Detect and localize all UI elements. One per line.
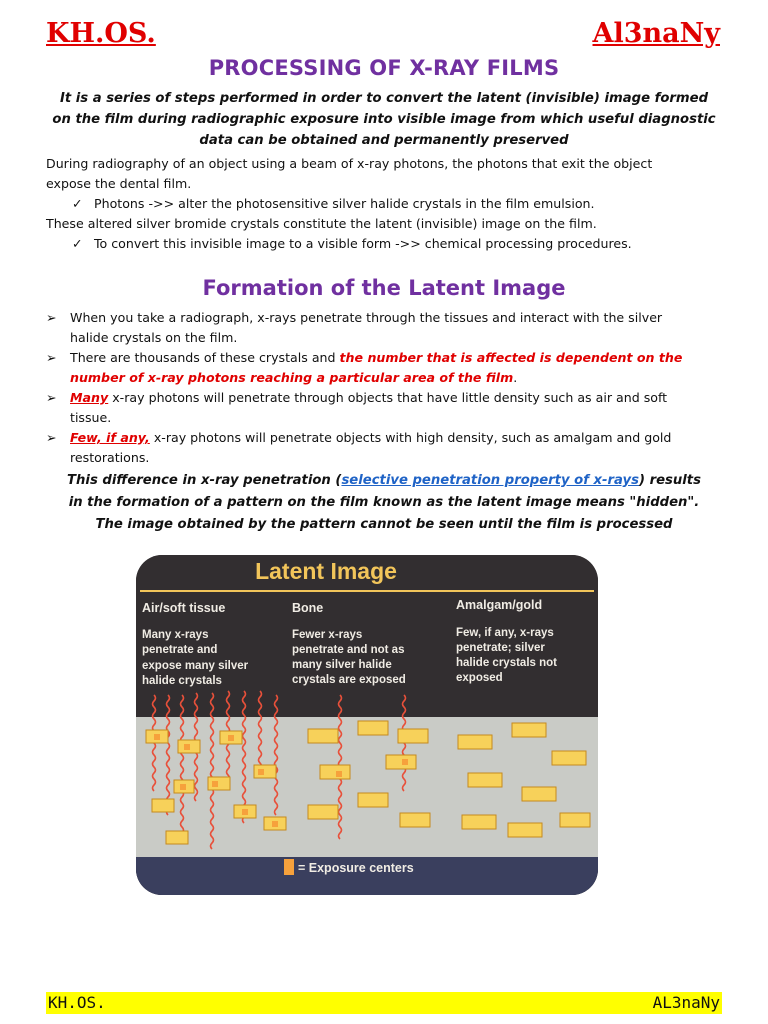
- silver-halide-crystal: [458, 735, 492, 749]
- intro-definition: [44, 88, 724, 151]
- exposure-center: [184, 744, 190, 750]
- bullet-item: [46, 428, 726, 468]
- silver-halide-crystal: [552, 751, 586, 765]
- latent-image-diagram: [136, 555, 598, 895]
- footer-bar: [46, 992, 722, 1014]
- col-bone-text: penetrate and not as: [292, 644, 405, 656]
- conclusion-text: ) results: [638, 473, 701, 488]
- xray-wave: [167, 695, 170, 815]
- figure-title: Latent Image: [255, 558, 397, 584]
- bullet-text: restorations.: [70, 450, 150, 465]
- silver-halide-crystal: [462, 815, 496, 829]
- paragraph-line: expose the dental film.: [46, 176, 192, 191]
- checkmark-icon: ✓: [72, 196, 83, 211]
- bullet-item: [46, 348, 726, 388]
- col-head-air: Air/soft tissue: [142, 601, 226, 615]
- col-head-amalgam: Amalgam/gold: [456, 598, 543, 612]
- bullet-text: [70, 388, 726, 408]
- footer-left: KH.OS.: [48, 993, 106, 1012]
- silver-halide-crystal: [152, 799, 174, 812]
- exposure-center: [272, 821, 278, 827]
- legend-label: = Exposure centers: [298, 861, 414, 875]
- xray-wave: [275, 695, 278, 815]
- silver-halide-crystal: [512, 723, 546, 737]
- checklist-item-convert: [72, 234, 722, 254]
- col-air-text: halide crystals: [142, 675, 222, 687]
- bullet-text-highlight: the number that is affected is dependent on the: [339, 350, 683, 365]
- col-air-text: Many x-rays: [142, 629, 209, 641]
- conclusion-line: The image obtained by the pattern cannot be seen until the film is processed: [95, 517, 673, 532]
- arrow-bullet-icon: ➢: [46, 390, 57, 405]
- header-right-logo: Al3naNy: [592, 18, 720, 49]
- exposure-center: [242, 809, 248, 815]
- exposure-center: [402, 759, 408, 765]
- legend-swatch: [284, 859, 294, 875]
- silver-halide-crystal: [166, 831, 188, 844]
- silver-halide-crystal: [358, 793, 388, 807]
- checklist-item-photons: [72, 194, 722, 214]
- exposure-center: [212, 781, 218, 787]
- silver-halide-crystal: [320, 765, 350, 779]
- col-amalgam-text: halide crystals not: [456, 657, 557, 669]
- bullet-text-plain: .: [513, 370, 518, 385]
- intro-line: data can be obtained and permanently preserved: [199, 133, 569, 148]
- silver-halide-crystal: [308, 805, 338, 819]
- bullet-text: halide crystals on the film.: [70, 330, 238, 345]
- conclusion-paragraph: [44, 470, 724, 536]
- exposure-center: [228, 735, 234, 741]
- col-amalgam-text: Few, if any, x-rays: [456, 627, 554, 639]
- col-head-bone: Bone: [292, 601, 324, 615]
- footer-right: AL3naNy: [652, 993, 720, 1012]
- header-left-logo: KH.OS.: [46, 18, 156, 49]
- arrow-bullet-icon: ➢: [46, 310, 57, 325]
- intro-line: It is a series of steps performed in order to convert the latent (invisible) image formed: [59, 91, 709, 106]
- bullet-keyword: Many: [70, 390, 109, 405]
- silver-halide-crystal: [560, 813, 590, 827]
- col-amalgam-text: exposed: [456, 672, 503, 684]
- page-title: PROCESSING OF X-RAY FILMS: [208, 56, 560, 80]
- bullet-text: [70, 348, 726, 368]
- arrow-bullet-icon: ➢: [46, 350, 57, 365]
- col-air-text: penetrate and: [142, 644, 218, 656]
- col-amalgam-text: penetrate; silver: [456, 642, 545, 654]
- conclusion-line: in the formation of a pattern on the film known as the latent image means "hidden".: [68, 495, 700, 510]
- conclusion-line: [44, 470, 724, 492]
- exposure-center: [258, 769, 264, 775]
- paragraph-latent: These altered silver bromide crystals constitute the latent (invisible) image on the film.: [46, 216, 597, 231]
- silver-halide-crystal: [358, 721, 388, 735]
- bullet-text: tissue.: [70, 410, 112, 425]
- bullet-text-plain: x-ray photons will penetrate objects with high density, such as amalgam and gold: [149, 430, 672, 445]
- exposure-center: [180, 784, 186, 790]
- intro-line: on the film during radiographic exposure into visible image from which useful diagnostic: [52, 112, 716, 127]
- paragraph-radiography: [46, 154, 726, 194]
- checklist-text: To convert this invisible image to a visible form ->> chemical processing procedures.: [94, 236, 632, 251]
- checkmark-icon: ✓: [72, 236, 83, 251]
- col-air-text: expose many silver: [142, 660, 249, 672]
- section-heading: Formation of the Latent Image: [202, 276, 566, 300]
- silver-halide-crystal: [522, 787, 556, 801]
- selective-penetration-link[interactable]: selective penetration property of x-rays: [341, 473, 639, 488]
- silver-halide-crystal: [254, 765, 276, 778]
- bullet-text: [70, 368, 726, 388]
- silver-halide-crystal: [398, 729, 428, 743]
- col-bone-text: crystals are exposed: [292, 674, 406, 686]
- bullet-text-plain: x-ray photons will penetrate through objects that have little density such as air and soft: [108, 390, 668, 405]
- latent-image-figure: [136, 555, 598, 895]
- col-bone-text: Fewer x-rays: [292, 629, 363, 641]
- silver-halide-crystal: [468, 773, 502, 787]
- silver-halide-crystal: [208, 777, 230, 790]
- silver-halide-crystal: [400, 813, 430, 827]
- bullet-text: [70, 428, 726, 448]
- exposure-center: [154, 734, 160, 740]
- paragraph-line: During radiography of an object using a beam of x-ray photons, the photons that exit the object: [46, 156, 653, 171]
- bullet-text-plain: There are thousands of these crystals and: [70, 350, 340, 365]
- silver-halide-crystal: [508, 823, 542, 837]
- arrow-bullet-icon: ➢: [46, 430, 57, 445]
- bullet-item: [46, 388, 726, 428]
- bullet-item: [46, 308, 726, 348]
- bullet-text: When you take a radiograph, x-rays penetrate through the tissues and interact with the silver: [70, 310, 663, 325]
- conclusion-text: This difference in x-ray penetration (: [67, 473, 342, 488]
- bullet-keyword: Few, if any,: [70, 430, 150, 445]
- bullet-text-highlight: number of x-ray photons reaching a particular area of the film: [70, 370, 514, 385]
- silver-halide-crystal: [386, 755, 416, 769]
- checklist-text: Photons ->> alter the photosensitive silver halide crystals in the film emulsion.: [94, 196, 595, 211]
- exposure-center: [336, 771, 342, 777]
- col-bone-text: many silver halide: [292, 659, 392, 671]
- silver-halide-crystal: [308, 729, 338, 743]
